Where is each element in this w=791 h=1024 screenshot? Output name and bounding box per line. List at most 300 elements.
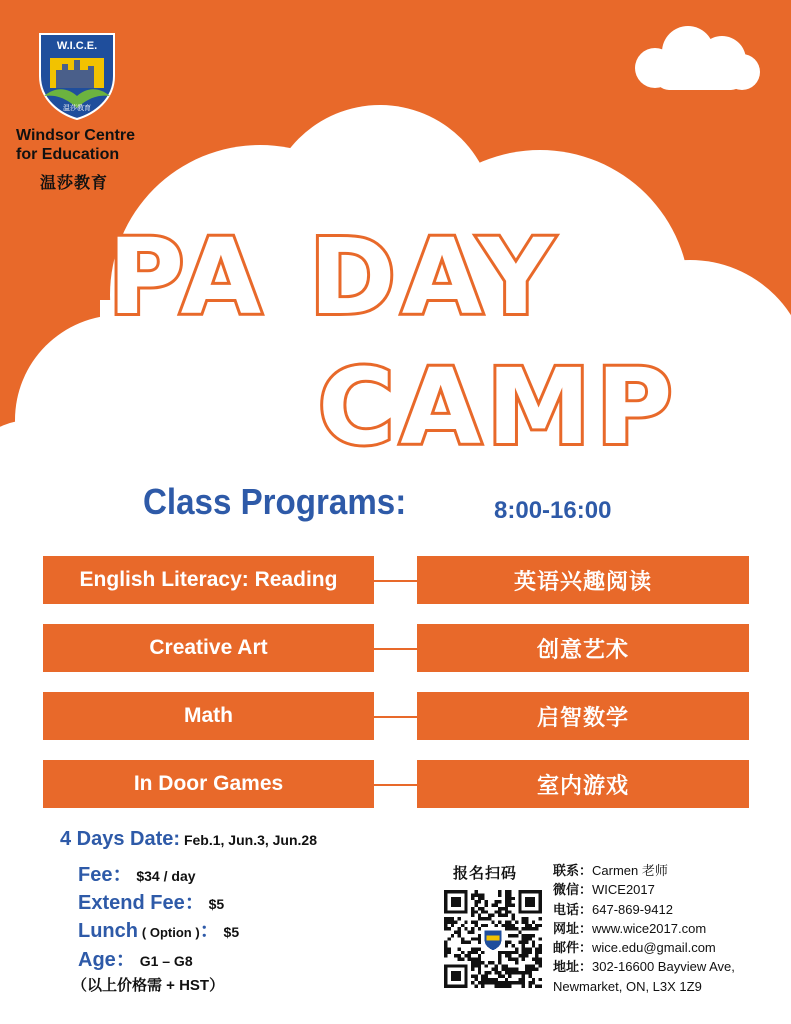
qr-module	[488, 971, 491, 974]
qr-module	[512, 897, 515, 900]
qr-module	[515, 927, 518, 930]
qr-module	[495, 924, 498, 927]
qr-module	[508, 934, 511, 937]
programs-heading: Class Programs:	[143, 481, 407, 522]
qr-module	[471, 910, 474, 913]
qr-module	[525, 927, 528, 930]
qr-module	[528, 964, 531, 967]
qr-module	[485, 978, 488, 981]
qr-module	[508, 920, 511, 923]
qr-module	[505, 951, 508, 954]
contact-person-label: 联系：	[553, 863, 593, 878]
qr-module	[485, 964, 488, 967]
qr-module	[471, 907, 474, 910]
qr-module	[498, 954, 501, 957]
qr-module	[471, 981, 474, 984]
contact-email-row	[553, 938, 735, 957]
qr-module	[505, 954, 508, 957]
qr-module	[478, 981, 481, 984]
program-hours: 8:00-16:00	[494, 497, 612, 524]
qr-module	[474, 920, 477, 923]
qr-module	[539, 978, 542, 981]
qr-module	[525, 920, 528, 923]
qr-module	[468, 951, 471, 954]
qr-module	[522, 974, 525, 977]
qr-module	[451, 917, 454, 920]
qr-module	[508, 890, 511, 893]
logo-text: W.I.C.E.	[56, 40, 98, 52]
qr-module	[478, 917, 481, 920]
qr-module	[485, 904, 488, 907]
qr-module	[501, 974, 504, 977]
qr-module	[474, 904, 477, 907]
qr-module	[471, 927, 474, 930]
qr-module	[539, 917, 542, 920]
qr-module	[525, 968, 528, 971]
qr-module	[495, 900, 498, 903]
qr-module	[508, 900, 511, 903]
qr-module	[515, 958, 518, 961]
qr-module	[508, 968, 511, 971]
program-zh: 启智数学	[417, 692, 749, 740]
qr-module	[461, 958, 464, 961]
contact-phone[interactable]: 647-869-9412	[592, 901, 673, 917]
age-colon: ：	[115, 949, 136, 971]
program-en: Creative Art	[43, 624, 374, 672]
qr-module	[478, 934, 481, 937]
qr-module	[498, 981, 501, 984]
qr-module	[532, 941, 535, 944]
qr-module	[528, 974, 531, 977]
qr-module	[498, 920, 501, 923]
qr-module	[447, 951, 450, 954]
qr-module	[501, 968, 504, 971]
program-row	[43, 692, 749, 740]
qr-module	[539, 937, 542, 940]
qr-module	[528, 951, 531, 954]
contact-wechat: WICE2017	[592, 882, 655, 898]
qr-module	[461, 924, 464, 927]
qr-module	[508, 927, 511, 930]
qr-module	[458, 927, 461, 930]
qr-module	[528, 971, 531, 974]
qr-module	[444, 927, 447, 930]
qr-module	[495, 985, 498, 988]
qr-module	[491, 961, 494, 964]
qr-module	[478, 971, 481, 974]
qr-module	[491, 981, 494, 984]
qr-module	[522, 934, 525, 937]
qr-module	[512, 968, 515, 971]
qr-module	[474, 974, 477, 977]
qr-module	[508, 971, 511, 974]
qr-module	[505, 964, 508, 967]
qr-module	[539, 985, 542, 988]
qr-module	[501, 924, 504, 927]
qr-module	[474, 937, 477, 940]
contact-email-link[interactable]: wice.edu@gmail.com	[592, 940, 716, 956]
qr-module	[444, 917, 447, 920]
qr-module	[508, 974, 511, 977]
wice-logo	[36, 30, 118, 120]
qr-module	[505, 971, 508, 974]
qr-module	[495, 981, 498, 984]
qr-module	[528, 937, 531, 940]
qr-module	[474, 961, 477, 964]
qr-module	[525, 941, 528, 944]
qr-module	[508, 893, 511, 896]
qr-module	[461, 951, 464, 954]
extend-fee-colon: ：	[184, 892, 205, 914]
qr-module	[458, 934, 461, 937]
qr-module	[495, 968, 498, 971]
qr-module	[512, 917, 515, 920]
dates-label: 4 Days Date:	[60, 828, 181, 850]
qr-module	[474, 951, 477, 954]
lunch-value: $5	[223, 924, 240, 940]
logo-motto: 温莎教育	[63, 104, 91, 112]
qr-module	[498, 958, 501, 961]
qr-module	[501, 981, 504, 984]
qr-module	[444, 944, 447, 947]
qr-module	[505, 941, 508, 944]
qr-module	[474, 924, 477, 927]
qr-module	[532, 968, 535, 971]
qr-code[interactable]	[444, 890, 542, 988]
qr-module	[505, 897, 508, 900]
qr-module	[485, 981, 488, 984]
qr-module	[508, 904, 511, 907]
extend-fee-line	[78, 886, 224, 915]
qr-module	[464, 941, 467, 944]
contact-email-label: 邮件：	[553, 940, 593, 956]
program-en: English Literacy: Reading	[43, 556, 374, 604]
qr-module	[481, 978, 484, 981]
qr-module	[508, 981, 511, 984]
qr-module	[478, 937, 481, 940]
qr-module	[485, 900, 488, 903]
qr-module	[505, 920, 508, 923]
qr-module	[478, 941, 481, 944]
qr-module	[468, 931, 471, 934]
qr-module	[528, 934, 531, 937]
qr-module	[535, 954, 538, 957]
qr-module	[468, 958, 471, 961]
qr-module	[522, 937, 525, 940]
qr-module	[539, 947, 542, 950]
extend-fee-value: $5	[208, 896, 225, 912]
qr-module	[512, 924, 515, 927]
fee-line	[78, 858, 196, 887]
qr-module	[451, 920, 454, 923]
contact-phone-row	[553, 900, 735, 919]
qr-module	[535, 927, 538, 930]
qr-module	[508, 958, 511, 961]
qr-module	[474, 978, 477, 981]
contact-wechat-row	[553, 880, 735, 899]
qr-module	[451, 934, 454, 937]
contact-web-link[interactable]: www.wice2017.com	[592, 920, 707, 936]
qr-module	[491, 968, 494, 971]
qr-module	[471, 920, 474, 923]
qr-module	[491, 904, 494, 907]
qr-module	[515, 951, 518, 954]
qr-module	[528, 927, 531, 930]
qr-module	[501, 964, 504, 967]
age-line	[78, 943, 193, 972]
qr-module	[478, 964, 481, 967]
qr-module	[532, 958, 535, 961]
qr-module	[528, 981, 531, 984]
qr-module	[505, 944, 508, 947]
lunch-label: Lunch	[78, 920, 138, 942]
org-name-en-line2: for Education	[16, 146, 120, 163]
qr-module	[532, 981, 535, 984]
qr-module	[481, 897, 484, 900]
qr-module	[478, 914, 481, 917]
qr-module	[488, 978, 491, 981]
qr-module	[474, 890, 477, 893]
contact-web-label: 网址：	[553, 920, 593, 936]
org-name-en	[16, 126, 135, 164]
qr-module	[444, 947, 447, 950]
qr-module	[498, 900, 501, 903]
extend-fee-label: Extend Fee	[78, 892, 185, 914]
qr-module	[505, 893, 508, 896]
contact-phone-label: 电话：	[553, 901, 593, 917]
fee-label: Fee	[78, 864, 113, 886]
contact-address-row	[553, 957, 735, 976]
qr-module	[481, 961, 484, 964]
qr-module	[461, 941, 464, 944]
qr-module	[454, 954, 457, 957]
qr-module	[528, 985, 531, 988]
lunch-line	[78, 914, 239, 943]
qr-module	[471, 968, 474, 971]
qr-module	[535, 968, 538, 971]
connector-line	[374, 784, 417, 786]
qr-module	[522, 985, 525, 988]
qr-module	[512, 944, 515, 947]
qr-module	[528, 947, 531, 950]
qr-module	[488, 981, 491, 984]
qr-module	[481, 951, 484, 954]
age-label: Age	[78, 949, 116, 971]
title-line2: CAMP	[318, 346, 679, 468]
qr-module	[447, 917, 450, 920]
fee-value: $34 / day	[136, 868, 196, 884]
qr-module	[485, 924, 488, 927]
qr-module	[515, 961, 518, 964]
qr-module	[539, 951, 542, 954]
qr-module	[505, 890, 508, 893]
qr-module	[522, 954, 525, 957]
qr-module	[498, 893, 501, 896]
qr-module	[508, 924, 511, 927]
qr-module	[471, 958, 474, 961]
qr-module	[478, 958, 481, 961]
qr-module	[532, 964, 535, 967]
program-zh: 室内游戏	[417, 760, 749, 808]
qr-module	[485, 917, 488, 920]
lunch-colon: ：	[199, 920, 220, 942]
qr-module	[518, 954, 521, 957]
qr-module	[464, 954, 467, 957]
qr-module	[501, 985, 504, 988]
qr-module	[481, 924, 484, 927]
qr-module	[447, 927, 450, 930]
qr-module	[458, 958, 461, 961]
program-zh: 创意艺术	[417, 624, 749, 672]
qr-module	[522, 927, 525, 930]
qr-module	[535, 961, 538, 964]
qr-module	[498, 951, 501, 954]
qr-module	[478, 900, 481, 903]
qr-module	[505, 978, 508, 981]
qr-module	[522, 947, 525, 950]
qr-module	[474, 958, 477, 961]
connector-line	[374, 716, 417, 718]
qr-module	[501, 951, 504, 954]
qr-module	[464, 927, 467, 930]
qr-module	[458, 954, 461, 957]
qr-module	[522, 978, 525, 981]
qr-module	[515, 920, 518, 923]
program-row	[43, 556, 749, 604]
qr-module	[471, 947, 474, 950]
qr-module	[525, 951, 528, 954]
qr-module	[525, 924, 528, 927]
qr-module	[471, 964, 474, 967]
qr-module	[471, 897, 474, 900]
qr-module	[518, 981, 521, 984]
qr-module	[498, 971, 501, 974]
connector-line	[374, 580, 417, 582]
qr-module	[522, 920, 525, 923]
qr-module	[474, 947, 477, 950]
qr-module	[508, 941, 511, 944]
qr-module	[522, 981, 525, 984]
qr-module	[458, 931, 461, 934]
qr-module	[444, 920, 447, 923]
qr-module	[515, 971, 518, 974]
contact-web-row	[553, 919, 735, 938]
qr-module	[471, 961, 474, 964]
qr-module	[515, 981, 518, 984]
qr-module	[485, 971, 488, 974]
tax-note: （以上价格需 + HST）	[72, 977, 225, 994]
qr-module	[481, 974, 484, 977]
qr-module	[512, 951, 515, 954]
qr-module	[508, 985, 511, 988]
qr-module	[478, 897, 481, 900]
qr-module	[505, 904, 508, 907]
dates-value: Feb.1, Jun.3, Jun.28	[183, 832, 317, 848]
contact-wechat-label: 微信：	[553, 882, 593, 898]
qr-module	[471, 951, 474, 954]
contact-address-label: 地址：	[553, 959, 593, 975]
qr-module	[535, 951, 538, 954]
qr-module	[481, 985, 484, 988]
qr-module	[464, 920, 467, 923]
qr-module	[488, 914, 491, 917]
qr-module	[478, 968, 481, 971]
qr-module	[471, 931, 474, 934]
qr-module	[532, 920, 535, 923]
contact-block	[553, 861, 735, 996]
qr-module	[505, 985, 508, 988]
qr-module	[481, 981, 484, 984]
qr-module	[495, 978, 498, 981]
qr-module	[478, 961, 481, 964]
qr-module	[505, 900, 508, 903]
qr-module	[505, 910, 508, 913]
program-en: Math	[43, 692, 374, 740]
qr-module	[522, 941, 525, 944]
qr-module	[508, 954, 511, 957]
qr-module	[539, 924, 542, 927]
qr-module	[471, 974, 474, 977]
qr-module	[518, 931, 521, 934]
qr-module	[515, 968, 518, 971]
contact-address-line2: Newmarket, ON, L3X 1Z9	[553, 978, 702, 994]
qr-module	[488, 961, 491, 964]
qr-module	[512, 934, 515, 937]
qr-module	[471, 937, 474, 940]
qr-module	[474, 893, 477, 896]
qr-module	[505, 924, 508, 927]
qr-module	[518, 941, 521, 944]
qr-module	[512, 927, 515, 930]
qr-module	[535, 924, 538, 927]
qr-module	[532, 934, 535, 937]
qr-module	[535, 958, 538, 961]
qr-module	[458, 917, 461, 920]
qr-module	[498, 910, 501, 913]
qr-module	[512, 958, 515, 961]
qr-module	[447, 937, 450, 940]
qr-module	[447, 920, 450, 923]
qr-module	[532, 927, 535, 930]
qr-module	[481, 917, 484, 920]
org-name-en-line1: Windsor Centre	[16, 127, 135, 144]
qr-module	[532, 944, 535, 947]
qr-module	[518, 971, 521, 974]
qr-module	[491, 920, 494, 923]
connector-line	[374, 648, 417, 650]
qr-module	[539, 944, 542, 947]
qr-module	[518, 978, 521, 981]
qr-module	[491, 978, 494, 981]
qr-module	[454, 931, 457, 934]
age-value: G1 – G8	[139, 953, 193, 969]
qr-module	[532, 978, 535, 981]
qr-module	[444, 954, 447, 957]
contact-address-line1: 302-16600 Bayview Ave,	[592, 959, 735, 975]
qr-module	[535, 985, 538, 988]
qr-module	[488, 917, 491, 920]
qr-module	[481, 907, 484, 910]
qr-module	[505, 914, 508, 917]
qr-module	[498, 974, 501, 977]
qr-module	[525, 954, 528, 957]
qr-module	[444, 951, 447, 954]
qr-module	[508, 951, 511, 954]
qr-module	[501, 907, 504, 910]
qr-module	[478, 907, 481, 910]
lunch-note: ( Option )	[141, 925, 200, 940]
qr-module	[458, 947, 461, 950]
